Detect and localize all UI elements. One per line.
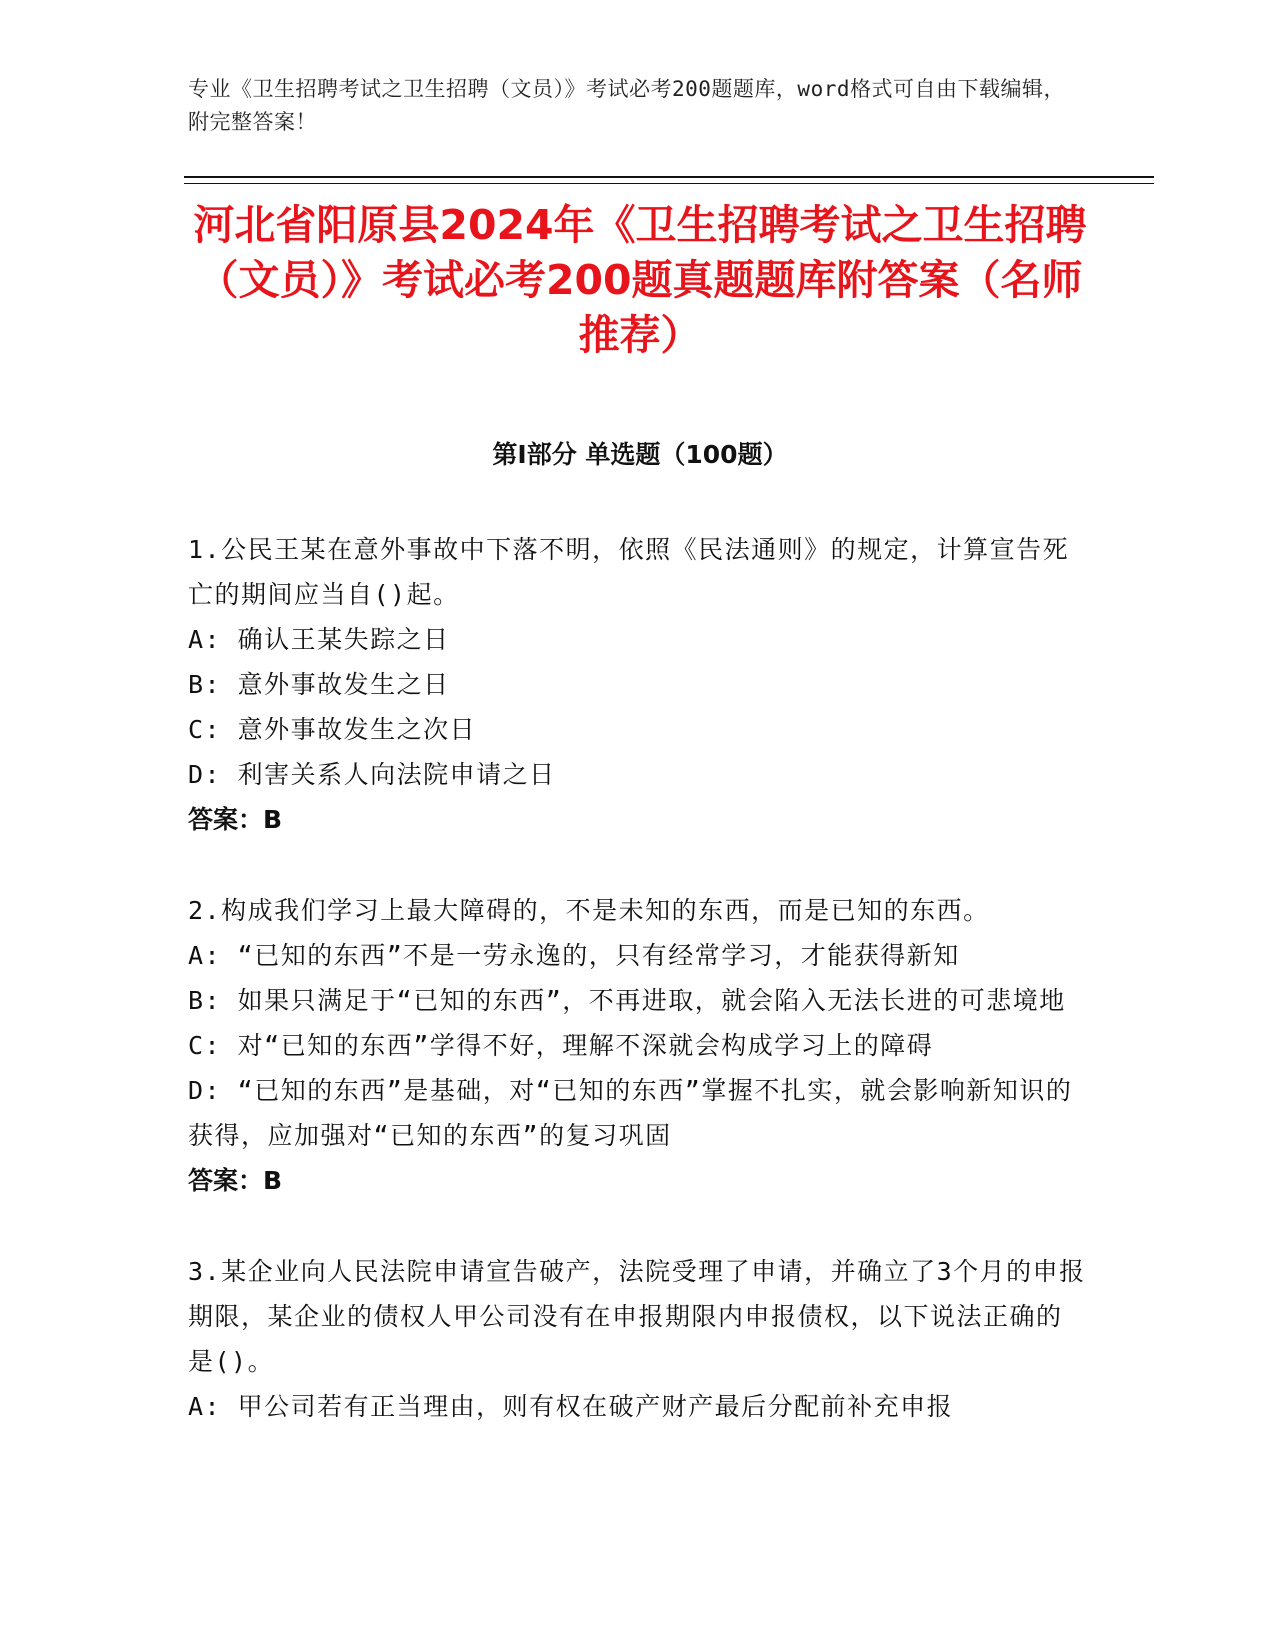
option-a: A: 甲公司若有正当理由，则有权在破产财产最后分配前补充申报 (188, 1392, 954, 1421)
answer-line: 答案：B (188, 805, 283, 834)
option-a: A: 确认王某失踪之日 (188, 625, 450, 654)
option-b: B: 如果只满足于“已知的东西”，不再进取，就会陷入无法长进的可悲境地 (188, 986, 1066, 1015)
header-divider-thick (184, 176, 1154, 178)
option-a: A: “已知的东西”不是一劳永逸的，只有经常学习，才能获得新知 (188, 941, 960, 970)
header-note: 专业《卫生招聘考试之卫生招聘（文员）》考试必考200题题库，word格式可自由下载编辑，附完整答案！ (188, 77, 1065, 134)
question-list (188, 527, 1088, 1429)
option-d: D: “已知的东西”是基础，对“已知的东西”掌握不扎实，就会影响新知识的获得，应加强对“已知的东西”的复习巩固 (188, 1076, 1073, 1150)
question-stem: 3.某企业向人民法院申请宣告破产，法院受理了申请，并确立了3个月的申报期限，某企业的债权人甲公司没有在申报期限内申报债权，以下说法正确的是()。 (188, 1257, 1086, 1376)
option-d: D: 利害关系人向法院申请之日 (188, 760, 556, 789)
question-1 (188, 527, 1088, 842)
option-b: B: 意外事故发生之日 (188, 670, 450, 699)
answer-line: 答案：B (188, 1166, 283, 1195)
option-c: C: 意外事故发生之次日 (188, 715, 477, 744)
document-title: 河北省阳原县2024年《卫生招聘考试之卫生招聘（文员）》考试必考200题真题题库附答案（名师推荐） (193, 201, 1087, 359)
section-title: 第Ⅰ部分 单选题（100题） (492, 440, 788, 469)
question-2 (188, 888, 1088, 1203)
option-c: C: 对“已知的东西”学得不好，理解不深就会构成学习上的障碍 (188, 1031, 934, 1060)
question-stem: 1.公民王某在意外事故中下落不明，依照《民法通则》的规定，计算宣告死亡的期间应当自()起。 (188, 535, 1070, 609)
question-3 (188, 1249, 1088, 1429)
header-divider-thin (184, 183, 1154, 184)
question-stem: 2.构成我们学习上最大障碍的，不是未知的东西，而是已知的东西。 (188, 896, 990, 925)
